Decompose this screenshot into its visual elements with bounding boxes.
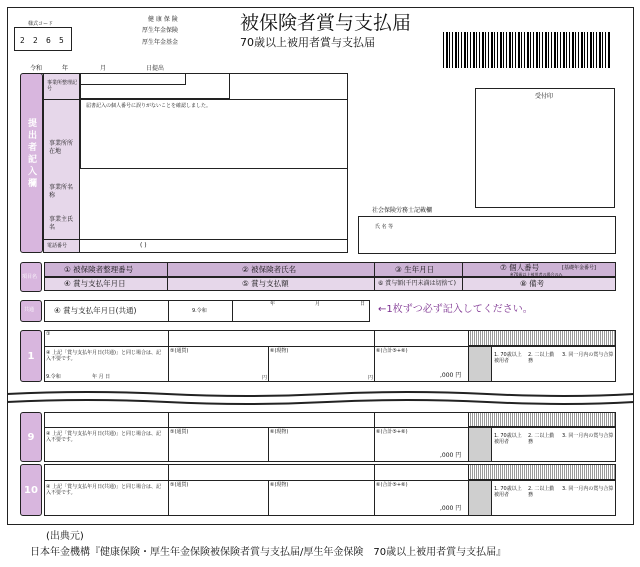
common-date-label: ④ 賞与支払年月日(共通) [54,306,137,315]
item-pension-number: [基礎年金番号] [562,265,596,271]
insurance-line: 厚生年金基金 [142,39,179,46]
row-c4-text: ④ 上記「賞与支払年月日(共通)」と同じ場合は、記入不要です。 [46,350,161,362]
row-c8: ⑥(合計⑤+⑥) [376,482,408,488]
source-text: 日本年金機構『健康保険・厚生年金保険被保険者賞与支払届/厚生年金保険 70歳以上被用者賞与支払届』 [30,547,507,558]
row-opt-3: 3. 同一月内の賞与合算 [562,486,614,492]
common-day: 日 [360,301,366,307]
row-opt-3: 3. 同一月内の賞与合算 [562,352,614,358]
common-year: 年 [270,301,276,307]
row-opt-1: 1. 70歳以上被用者 [494,486,522,498]
remarks-grey-label [468,427,492,462]
personal-number-boxes[interactable] [468,412,616,427]
personal-number-boxes[interactable] [468,464,616,480]
form-code-box [14,21,72,51]
item-bonus-date: ④ 賞与支払年月日 [64,279,126,288]
row-c1: ① [46,331,51,337]
form-code-label: 様式コード [28,21,54,27]
form-code-digit: 2 [20,36,25,45]
common-label-text: 共通 [24,307,35,313]
item-birthdate: ③ 生年月日 [395,265,435,274]
row-total: ,000 円 [440,505,462,512]
row-opt-3: 3. 同一月内の賞与合算 [562,433,614,439]
item-insured-number: ① 被保険者整理番号 [64,265,134,274]
phone-parens[interactable]: ( ) [140,242,147,249]
row-total: ,000 円 [440,452,462,459]
item-personal-note: ※70歳以上被用者の場合のみ [510,272,563,277]
break-line [7,388,634,408]
personal-number-boxes[interactable] [468,330,616,346]
office-name-label: 事業所名称 [49,184,74,199]
row-number: 10 [20,464,42,516]
row-c8: ⑥(合計⑤+⑥) [376,429,408,435]
form-code-digit: 6 [46,36,51,45]
common-date-field[interactable] [232,300,370,322]
sharoushi-box[interactable] [358,216,616,254]
address-field[interactable] [80,99,348,169]
sharoushi-name-label: 氏 名 等 [375,224,394,230]
item-remarks: ⑧ 備考 [520,279,545,288]
remarks-grey-label [468,480,492,516]
row-c6: ⑥(現物) [270,482,289,488]
row-opt-2: 2. 二以上勤務 [528,352,555,364]
row-c5: ⑤(通貨) [170,482,189,488]
row-c8: ⑥(合計⑤+⑥) [376,348,408,354]
row-ymd: 年 月 日 [92,374,111,380]
item-bonus-rounded: ⑥ 賞与額(千円未満は切捨て) [378,280,456,287]
row-number: 1 [20,330,42,382]
row-opt-1: 1. 70歳以上被用者 [494,433,522,445]
row-total: ,000 円 [440,372,462,379]
common-month: 月 [315,301,321,307]
form-code-digit: 2 [33,36,38,45]
received-stamp-box [475,88,615,208]
barcode [443,32,611,68]
common-note: ←1枚ずつ必ず記入してください。 [378,304,533,315]
submit-day-label: 日提出 [146,65,165,72]
office-number-label: 事業所整理記号 [47,80,78,92]
address-label: 事業所所在地 [49,140,74,155]
owner-name-label: 事業主氏名 [49,216,74,231]
office-number-field[interactable] [80,73,230,99]
row-c6: ⑥(現物) [270,429,289,435]
remarks-grey-label [468,346,492,382]
source-label: (出典元) [46,531,84,542]
row-yen: 円 [262,375,268,381]
confirm-text: 届書記入の個人番号に誤りがないことを確認しました。 [86,103,212,109]
sharoushi-title: 社会保険労務士記載欄 [372,207,433,214]
row-opt-2: 2. 二以上勤務 [528,433,555,445]
submitter-side-label: 提出者記入欄 [26,118,36,190]
row-c6: ⑥(現物) [270,348,289,354]
row-c4-text: ④ 上記「賞与支払年月日(共通)」と同じ場合は、記入不要です。 [46,431,161,443]
month-label: 月 [100,65,107,72]
row-yen: 円 [368,375,374,381]
row-opt-2: 2. 二以上勤務 [528,486,555,498]
form-subtitle: 70歳以上被用者賞与支払届 [240,36,375,49]
received-stamp-label: 受付印 [535,93,554,100]
insurance-line: 健 康 保 険 [148,16,178,23]
item-bonus-amount: ⑤ 賞与支払額 [242,279,289,288]
row-number: 9 [20,412,42,462]
row-c5: ⑤(通貨) [170,348,189,354]
phone-label: 電話番号 [47,243,68,249]
item-personal-number: ⑦ 個人番号 [500,263,540,272]
row-c4-text: ④ 上記「賞与支払年月日(共通)」と同じ場合は、記入不要です。 [46,484,161,496]
row-c5: ⑤(通貨) [170,429,189,435]
era-label: 令和 [30,65,43,72]
items-label-text: 項目名 [22,274,38,280]
year-label: 年 [62,65,69,72]
form-title: 被保険者賞与支払届 [240,12,412,34]
insurance-line: 厚生年金保険 [142,27,179,34]
row-era: 9.令和 [46,374,61,380]
row-opt-1: 1. 70歳以上被用者 [494,352,522,364]
common-era: 9.令和 [192,308,207,314]
item-insured-name: ② 被保険者氏名 [242,265,297,274]
form-code-digit: 5 [59,36,64,45]
